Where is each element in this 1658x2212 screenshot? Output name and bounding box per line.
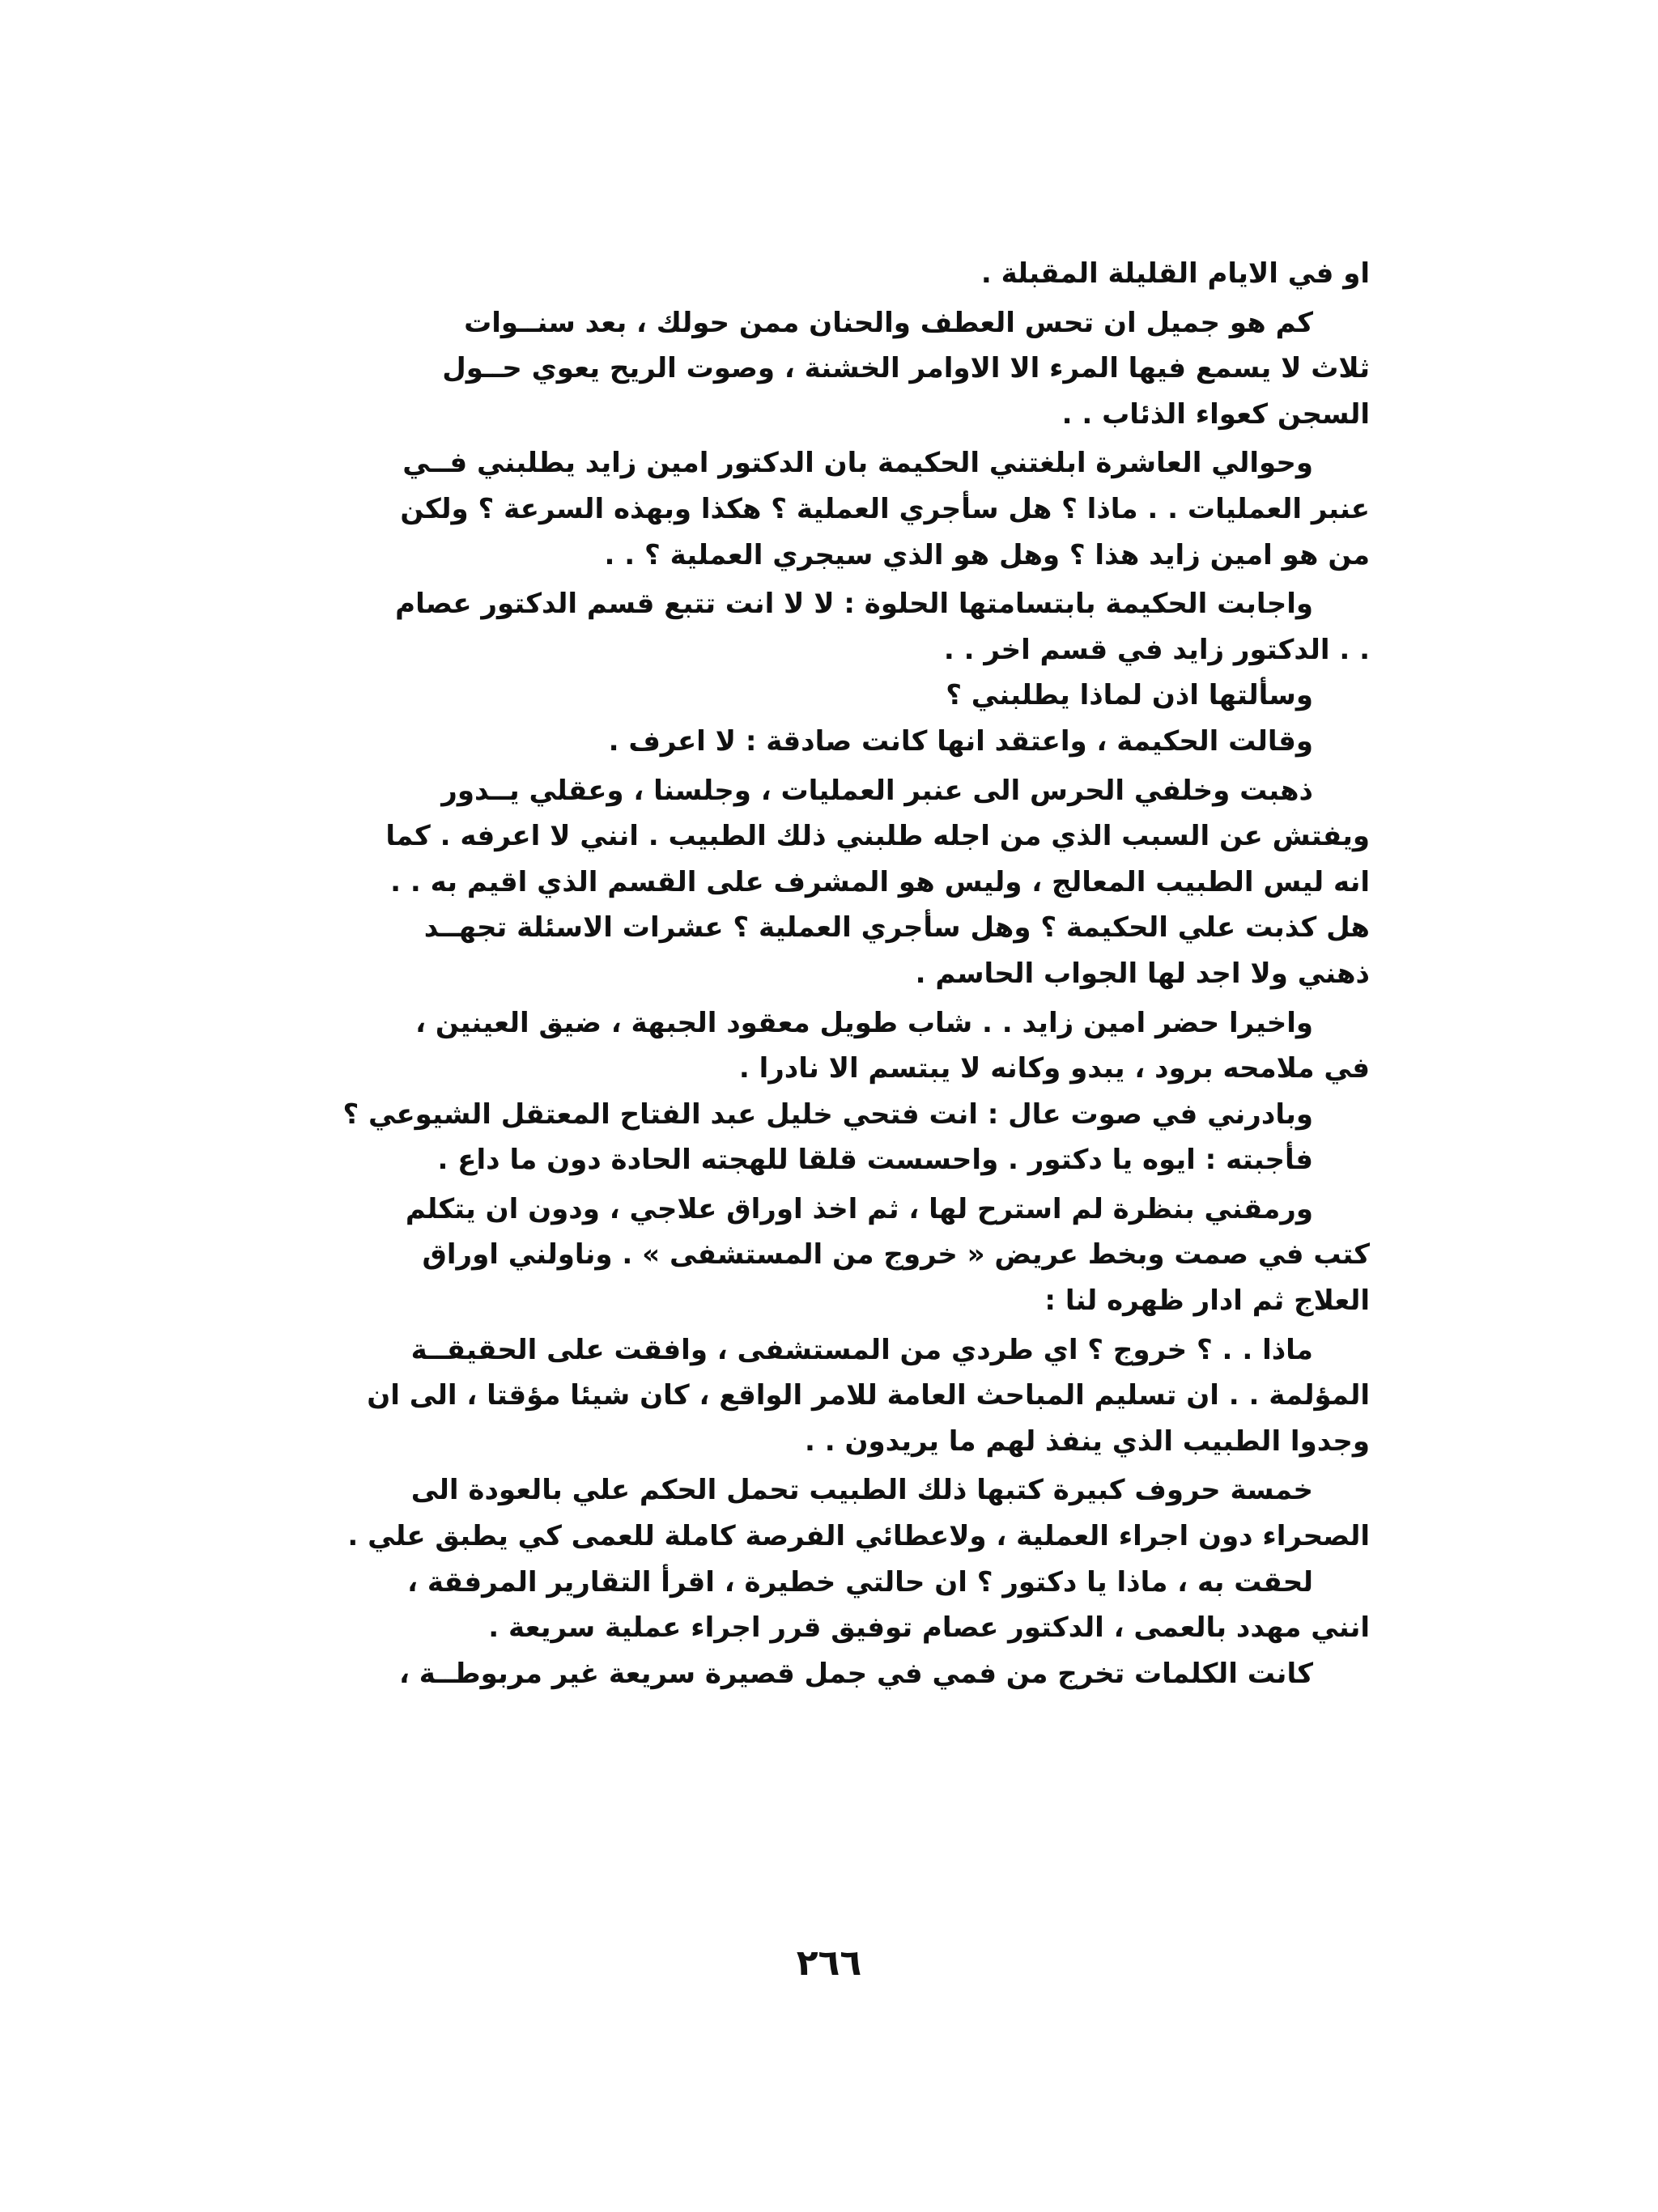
text-line: وسألتها اذن لماذا يطلبني ؟ (946, 679, 1313, 712)
text-line: وجدوا الطبيب الذي ينفذ لهم ما يريدون . . (804, 1424, 1370, 1458)
text-line: كتب في صمت وبخط عريض « خروج من المستشفى » . وناولني اوراق (422, 1238, 1370, 1272)
text-line: السجن كعواء الذئاب . . (1061, 397, 1370, 431)
text-line: من هو امين زايد هذا ؟ وهل هو الذي سيجري العملية ؟ . . (604, 538, 1370, 571)
text-line: انه ليس الطبيب المعالج ، وليس هو المشرف على القسم الذي اقيم به . . (390, 865, 1370, 898)
text-line: العلاج ثم ادار ظهره لنا : (1044, 1284, 1370, 1318)
text-line: . . الدكتور زايد في قسم اخر . . (943, 633, 1370, 666)
text-line: لحقت به ، ماذا يا دكتور ؟ ان حالتي خطيرة ، اقرأ التقارير المرفقة ، (407, 1565, 1313, 1598)
text-line: ثلاث لا يسمع فيها المرء الا الاوامر الخشنة ، وصوت الريح يعوي حــول (442, 352, 1370, 385)
text-line: ماذا . . ؟ خروج ؟ اي طردي من المستشفى ، وافقت على الحقيقــة (410, 1333, 1313, 1366)
text-line: ورمقني بنظرة لم استرح لها ، ثم اخذ اوراق علاجي ، ودون ان يتكلم (405, 1192, 1313, 1225)
text-line: وبادرني في صوت عال : انت فتحي خليل عبد الفتاح المعتقل الشيوعي ؟ (342, 1098, 1313, 1131)
text-line: هل كذبت علي الحكيمة ؟ وهل سأجري العملية ؟ عشرات الاسئلة تجهــد (423, 911, 1370, 945)
text-line: في ملامحه برود ، يبدو وكانه لا يبتسم الا نادرا . (738, 1052, 1370, 1085)
text-line: ويفتش عن السبب الذي من اجله طلبني ذلك الطبيب . انني لا اعرفه . كما (385, 820, 1370, 853)
text-line: واجابت الحكيمة بابتسامتها الحلوة : لا لا انت تتبع قسم الدكتور عصام (395, 588, 1313, 621)
text-line: فأجبته : ايوه يا دكتور . واحسست قلقا للهجته الحادة دون ما داع . (437, 1144, 1313, 1177)
text-line: خمسة حروف كبيرة كتبها ذلك الطبيب تحمل الحكم علي بالعودة الى (410, 1474, 1313, 1507)
text-line: كانت الكلمات تخرج من فمي في جمل قصيرة سريعة غير مربوطــة ، (398, 1657, 1313, 1690)
text-line: واخيرا حضر امين زايد . . شاب طويل معقود الجبهة ، ضيق العينين ، (415, 1006, 1313, 1039)
text-line: كم هو جميل ان تحس العطف والحنان ممن حولك ، بعد سنــوات (464, 306, 1313, 339)
text-line: وقالت الحكيمة ، واعتقد انها كانت صادقة : لا اعرف . (608, 724, 1313, 758)
text-line: عنبر العمليات . . ماذا ؟ هل سأجري العملية ؟ هكذا وبهذه السرعة ؟ ولكن (400, 492, 1370, 525)
body-text (303, 251, 1370, 1696)
text-line: ذهبت وخلفي الحرس الى عنبر العمليات ، وجلسنا ، وعقلي يــدور (441, 774, 1313, 807)
page-number: ٢٦٦ (796, 1942, 862, 1984)
text-line: او في الايام القليلة المقبلة . (980, 257, 1370, 290)
text-line: انني مهدد بالعمى ، الدكتور عصام توفيق قرر اجراء عملية سريعة . (488, 1611, 1370, 1645)
text-line: المؤلمة . . ان تسليم المباحث العامة للامر الواقع ، كان شيئا مؤقتا ، الى ان (367, 1379, 1370, 1412)
text-line: الصحراء دون اجراء العملية ، ولاعطائي الفرصة كاملة للعمى كي يطبق علي . (347, 1520, 1370, 1553)
text-line: ذهني ولا اجد لها الجواب الحاسم . (915, 957, 1370, 990)
text-line: وحوالي العاشرة ابلغتني الحكيمة بان الدكتور امين زايد يطلبني فــي (402, 447, 1313, 480)
